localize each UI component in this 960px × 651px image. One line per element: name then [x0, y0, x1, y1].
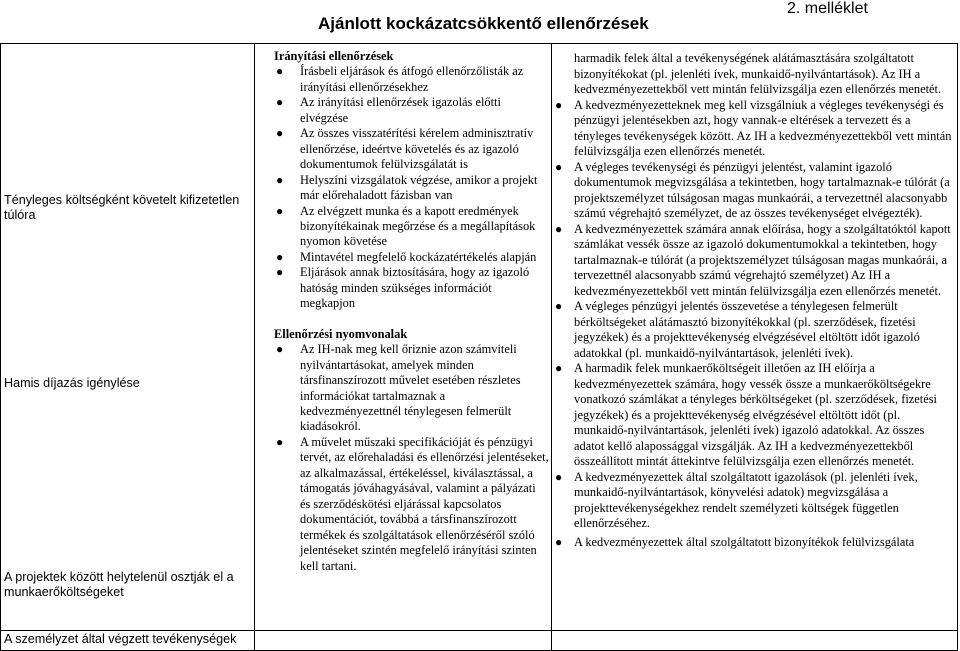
- page-title: Ajánlott kockázatcsökkentő ellenőrzések: [318, 14, 649, 33]
- risk-column: [4, 43, 254, 650]
- section-heading: Ellenőrzési nyomvonalak: [274, 326, 408, 341]
- bullet-icon: ●: [276, 342, 284, 357]
- bullet-icon: ●: [276, 64, 284, 79]
- list-item: ● Az összes visszatérítési kérelem adminisztratív ellenőrzése, ideértve követelés és az igazoló dokumentumok felülvizsgálatát is: [276, 126, 534, 172]
- bullet-icon: ●: [555, 361, 563, 375]
- bullet-icon: ●: [276, 203, 284, 218]
- bullet-icon: ●: [276, 249, 284, 264]
- list-item-continuation: harmadik felek által a tevékenységének alátámasztására szolgáltatott bizonyítékokat (pl. jelenléti ívek, munkaidő-nyilvántartások). Az IH a kedvezményezettekből vett mintán felülvizsgálja ezen ellenőrzés menetét.: [574, 51, 942, 96]
- list-item: ● Helyszíni vizsgálatok végzése, amikor a projekt már előrehaladott fázisban van: [276, 172, 538, 203]
- controls-table: [0, 43, 958, 650]
- list-item: ● Mintavétel megfelelő kockázatértékelés alapján: [276, 249, 537, 264]
- list-item: ● A végleges tevékenységi és pénzügyi jelentést, valamint igazoló dokumentumok megvizsgálása a tekintetben, hogy tartalmaznak-e túlórát (a projektszemélyzet túlságosan magas munkaórái, a tervezettnél alacsonyabb számú végrehajtó személyzet, de az összes tevékenységet elvégezték).: [555, 159, 950, 220]
- bullet-icon: ●: [555, 469, 563, 484]
- bullet-icon: ●: [276, 126, 284, 141]
- bullet-icon: ●: [555, 97, 563, 112]
- list-item: ● A végleges pénzügyi jelentés összevetése a ténylegesen felmerült bérköltségeket alátámasztó bizonyítékokkal (pl. szerződések, fizetési jegyzékek) és a projekttevékenység elvégzésével eltöltött időt igazoló adatokkal (pl. munkaidő-nyilvántartások, jelenléti ívek).: [555, 299, 920, 360]
- bullet-icon: ●: [276, 434, 284, 449]
- bullet-icon: ●: [276, 172, 284, 187]
- section-heading: Irányítási ellenőrzések: [274, 49, 394, 63]
- list-item: ● A harmadik felek munkaerőköltségeit illetően az IH előírja a kedvezményezettek számára, hogy vessék össze a munkaerőköltségekre vonatkozó számlákat a tényleges bérköltségeket (pl. szerződések, fizetési jegyzékek) és a projekttevékenység elvégzésével eltöltött időt (pl. munkaidő-nyilvántartások, jelenléti ívek) igazoló adatokkal. Az összes adatot kellő alapossággal vizsgálják. Az IH a kedvezményezettekből összeállított mintát áttekintve felülvizsgálja ezen ellenőrzés menetét.: [555, 361, 937, 468]
- list-item: ● Az elvégzett munka és a kapott eredmények bizonyítékainak megőrzése és a megállapítások nyomon követése: [276, 203, 536, 249]
- details-list: [554, 51, 956, 550]
- risk-label: Tényleges költségként követelt kifizetetlen túlóra: [4, 193, 240, 222]
- bullet-icon: ●: [276, 265, 284, 280]
- list-item: ● Az IH-nak meg kell őriznie azon számviteli nyilvántartásokat, amelyek minden társfinanszírozott művelet esetében részletes információkat tartalmaznak a kedvezményezettnél ténylegesen felmerült kiadásokról.: [276, 342, 521, 434]
- column-divider-2: [551, 43, 552, 651]
- management-controls-list: [264, 64, 549, 311]
- annex-label: 2. melléklet: [787, 0, 868, 17]
- bullet-icon: ●: [276, 95, 284, 110]
- list-item: ● Az irányítási ellenőrzések igazolás előtti elvégzése: [276, 95, 501, 125]
- audit-trail-list: [264, 342, 549, 574]
- list-item: ● A művelet műszaki specifikációját és pénzügyi tervét, az előrehaladási és ellenőrzési jelentéseket, az alkalmazással, értékeléssel, kiválasztással, a támogatás jóváhagyásával, valamint a pályázati és szerződéskötési eljárással kapcsolatos dokumentációt, továbbá a társfinanszírozott termékek és szolgáltatások ellenőrzéséről szóló jelentéseket szintén megfelelő irányítási szinten kell tartani.: [276, 434, 549, 573]
- risk-label: A projektek között helytelenül osztják el a munkaerőköltségeket: [4, 570, 234, 599]
- bullet-icon: ●: [555, 221, 563, 236]
- table-border-right: [957, 43, 958, 651]
- list-item: ● A kedvezményezettek által szolgáltatott igazolások (pl. jelenléti ívek, munkaidő-nyilvántartások, könyvelési adatok) megvizsgálása a projekttevékenységekhez rendelt személyzeti költségek független ellenőrzéséhez.: [555, 469, 918, 530]
- list-item: ● A kedvezményezetteknek meg kell vizsgálniuk a végleges tevékenységi és pénzügyi jelentésekben azt, hogy vannak-e eltérések a tervezett és a tényleges tevékenységek között. Az IH a kedvezményezettekből vett mintán felülvizsgálja ezen ellenőrzés menetét.: [555, 97, 952, 158]
- risk-label: A személyzet által végzett tevékenységek: [4, 632, 237, 646]
- bullet-icon: ●: [555, 159, 563, 174]
- list-item: ● Eljárások annak biztosítására, hogy az igazoló hatóság minden szükséges információt megkapjon: [276, 265, 530, 311]
- bullet-icon: ●: [555, 299, 563, 313]
- table-border-left: [0, 43, 1, 651]
- controls-column: [264, 49, 549, 574]
- details-column: [554, 51, 956, 550]
- column-divider-1: [254, 43, 255, 651]
- list-item: ● A kedvezményezettek számára annak előírása, hogy a szolgáltatóktól kapott számlákat vessék össze az igazoló dokumentumokkal a tekintetben, hogy tartalmaznak-e túlórát (a projektszemélyzet túlságosan magas munkaórái, a tervezettnél alacsonyabb számú végrehajtó személyzet) Az IH a kedvezményezettekből vett mintán felülvizsgálja ezen ellenőrzés menetét.: [555, 221, 951, 298]
- risk-label: Hamis díjazás igénylése: [4, 376, 140, 390]
- list-item: ● A kedvezményezettek által szolgáltatott bizonyítékok felülvizsgálata: [555, 534, 915, 549]
- bullet-icon: ●: [555, 534, 563, 549]
- list-item: ● Írásbeli eljárások és átfogó ellenőrzőlisták az irányítási ellenőrzésekhez: [276, 64, 524, 94]
